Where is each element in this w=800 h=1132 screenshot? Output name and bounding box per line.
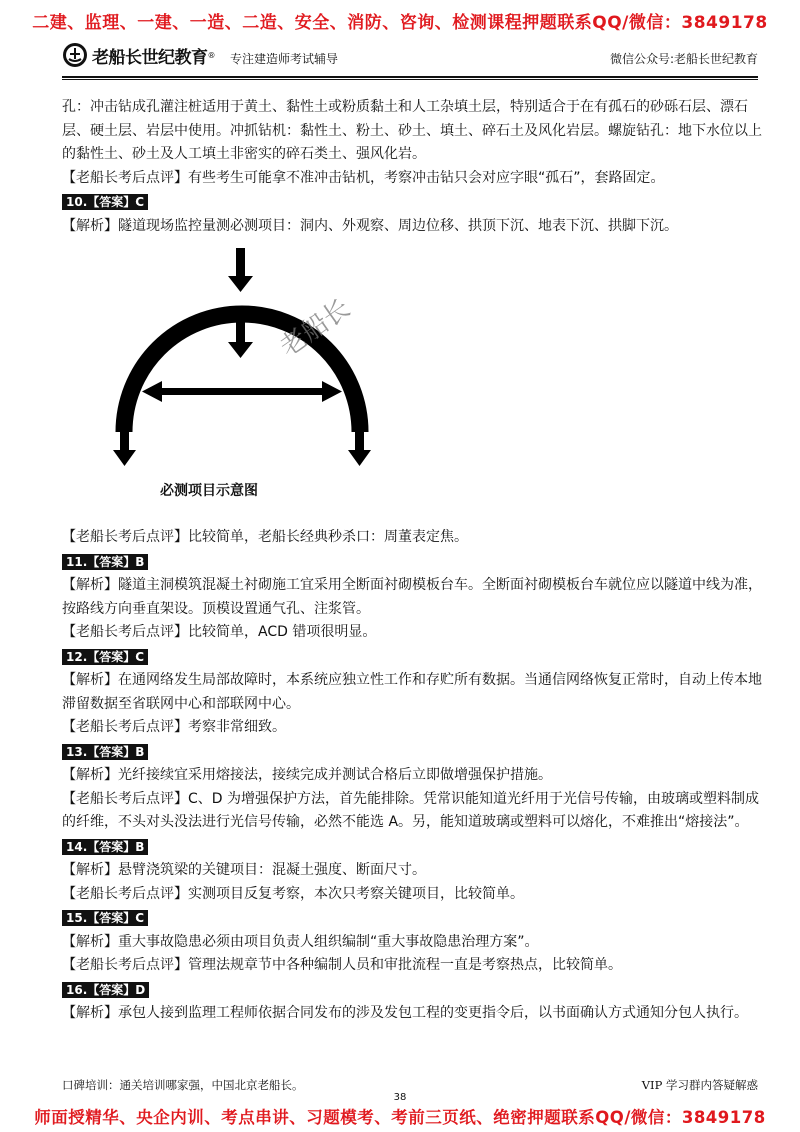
comment-15: 【老船长考后点评】管理法规章节中各种编制人员和审批流程一直是考察热点，比较简单。 xyxy=(62,957,622,973)
logo-text: 老船长世纪教育 xyxy=(92,47,208,68)
answer-badge-12: 12.【答案】C xyxy=(62,649,148,665)
header-rule xyxy=(62,76,758,78)
top-contact-banner: 二建、监理、一建、一造、二造、安全、消防、咨询、检测课程押题联系QQ/微信：3849178 xyxy=(32,13,768,33)
page-header xyxy=(62,40,758,76)
footer-vip-note: VIP 学习群内答疑解惑 xyxy=(641,1078,758,1092)
answer-badge-15: 15.【答案】C xyxy=(62,910,148,926)
page-content xyxy=(62,96,762,1026)
comment-13: 【老船长考后点评】C、D 为增强保护方法，首先能排除。凭常识能知道光纤用于光信号传输，由玻璃或塑料制成的纤维，不头对头没法进行光信号传输，必然不能选 A。另，能知道玻璃或塑料可以熔化，不难推出“熔接法”。 xyxy=(62,790,760,830)
analysis-10: 【解析】隧道现场监控量测必测项目：洞内、外观察、周边位移、拱顶下沉、地表下沉、拱脚下沉。 xyxy=(62,217,678,234)
comment-14: 【老船长考后点评】实测项目反复考察，本次只考察关键项目，比较简单。 xyxy=(62,885,524,902)
header-rule-thin xyxy=(62,79,758,80)
answer-badge-10: 10.【答案】C xyxy=(62,194,148,210)
page-number: 38 xyxy=(393,1092,407,1103)
ship-logo-icon xyxy=(62,42,88,68)
answer-badge-14: 14.【答案】B xyxy=(62,839,148,855)
comment-11: 【老船长考后点评】比较简单，ACD 错项很明显。 xyxy=(62,624,377,640)
answer-badge-13: 13.【答案】B xyxy=(62,744,148,760)
analysis-15: 【解析】重大事故隐患必须由项目负责人组织编制“重大事故隐患治理方案”。 xyxy=(62,933,539,950)
footer-slogan: 口碑培训：通关培训哪家强，中国北京老船长。 xyxy=(62,1078,304,1092)
answer-badge-11: 11.【答案】B xyxy=(62,554,148,570)
figure-caption: 必测项目示意图 xyxy=(160,483,258,499)
comment-12: 【老船长考后点评】考察非常细致。 xyxy=(62,719,286,735)
header-wechat: 微信公众号:老船长世纪教育 xyxy=(609,52,758,66)
intro-paragraph: 孔：冲击钻成孔灌注桩适用于黄土、黏性土或粉质黏土和人工杂填土层，特别适合于在有孤石的砂砾石层、漂石层、硬土层、岩层中使用。冲抓钻机：黏性土、粉土、砂土、填土、碎石土及风化岩层。螺旋钻孔：地下水位以上的黏性土、砂土及人工填土非密实的碎石类土、强风化岩。 xyxy=(62,99,762,162)
measurement-diagram xyxy=(62,242,762,524)
registered-mark: ® xyxy=(207,50,216,60)
answer-badge-16: 16.【答案】D xyxy=(62,982,149,998)
intro-comment: 【老船长考后点评】有些考生可能拿不准冲击钻机，考察冲击钻只会对应字眼“孤石”，套路固定。 xyxy=(62,169,665,186)
header-tagline: 专注建造师考试辅导 xyxy=(230,52,339,66)
tunnel-arch-diagram xyxy=(102,242,382,472)
analysis-14: 【解析】悬臂浇筑梁的关键项目：混凝土强度、断面尺寸。 xyxy=(62,862,426,878)
analysis-12: 【解析】在通网络发生局部故障时，本系统应独立性工作和存贮所有数据。当通信网络恢复正常时，自动上传本地滞留数据至省联网中心和部联网中心。 xyxy=(62,672,762,712)
analysis-16: 【解析】承包人接到监理工程师依据合同发布的涉及发包工程的变更指令后，以书面确认方式通知分包人执行。 xyxy=(62,1005,748,1021)
diagram-watermark: 老船长 xyxy=(274,293,356,363)
bottom-contact-banner: 师面授精华、央企内训、考点串讲、习题模考、考前三页纸、绝密押题联系QQ/微信：3849178 xyxy=(34,1108,766,1127)
brand-logo xyxy=(62,42,216,68)
comment-10: 【老船长考后点评】比较简单，老船长经典秒杀口：周董表定焦。 xyxy=(62,529,468,545)
analysis-11: 【解析】隧道主洞模筑混凝土衬砌施工宜采用全断面衬砌模板台车。全断面衬砌模板台车就位应以隧道中线为准，按路线方向垂直架设。顶模设置通气孔、注浆管。 xyxy=(62,577,762,617)
analysis-13: 【解析】光纤接续宜采用熔接法，接续完成并测试合格后立即做增强保护措施。 xyxy=(62,767,552,783)
